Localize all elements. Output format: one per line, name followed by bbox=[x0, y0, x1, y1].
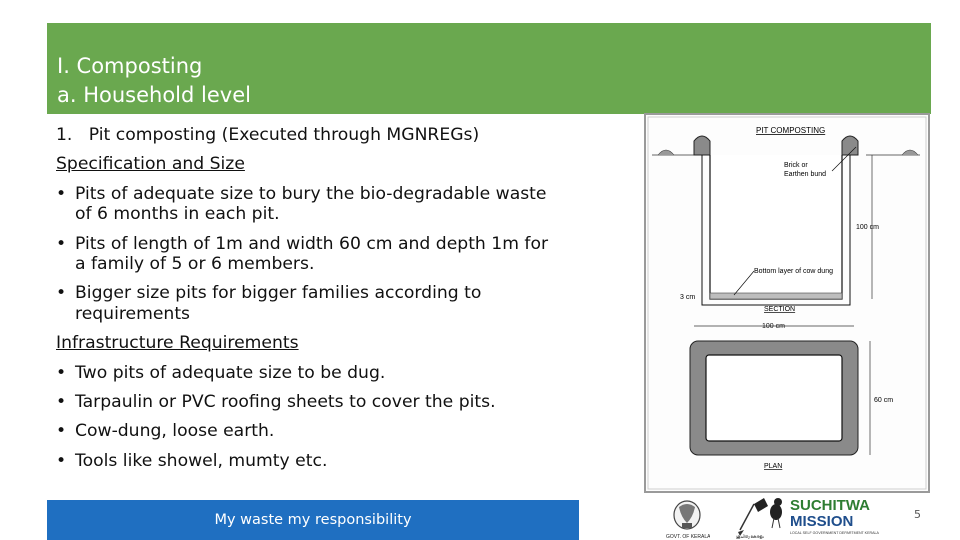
label-cowdung: Bottom layer of cow dung bbox=[754, 268, 833, 275]
label-3cm: 3 cm bbox=[680, 294, 696, 301]
list-item: • Two pits of adequate size to be dug. bbox=[56, 362, 636, 385]
list-item-continuation: of 6 months in each pit. bbox=[75, 204, 280, 225]
footer-text: My waste my responsibility bbox=[214, 512, 412, 528]
list-item: • Cow-dung, loose earth. bbox=[56, 420, 636, 443]
slide-body bbox=[56, 124, 636, 473]
brick-bund-left bbox=[694, 136, 710, 155]
list-item: • Bigger size pits for bigger families according to bbox=[56, 282, 636, 305]
cow-dung-layer bbox=[710, 293, 842, 299]
list-item: • Pits of adequate size to bury the bio-degradable waste bbox=[56, 183, 636, 206]
mission-name-2: MISSION bbox=[790, 513, 854, 530]
label-width: 60 cm bbox=[874, 397, 894, 404]
mission-name-1: SUCHITWA bbox=[790, 497, 870, 514]
list-item: • Tarpaulin or PVC roofing sheets to cover the pits. bbox=[56, 391, 636, 414]
infra-title: Infrastructure Requirements bbox=[56, 333, 299, 354]
plan-pit bbox=[706, 355, 842, 441]
label-brick: Brick or bbox=[784, 162, 808, 169]
label-plan: PLAN bbox=[764, 463, 783, 470]
brick-bund-right bbox=[842, 136, 858, 155]
govt-label: GOVT. OF KERALA bbox=[666, 534, 710, 540]
footer-banner bbox=[47, 500, 579, 540]
kerala-emblem-logo bbox=[664, 497, 710, 540]
svg-text:ശുചിത്വ കേരളം: ശുചിത്വ കേരളം bbox=[736, 534, 764, 539]
spec-title: Specification and Size bbox=[56, 154, 245, 175]
slide-title: I. Composting bbox=[57, 54, 203, 78]
diagram-title: PIT COMPOSTING bbox=[756, 126, 826, 135]
mission-sub: LOCAL SELF GOVERNMENT DEPARTMENT KERALA bbox=[790, 531, 879, 535]
title-banner bbox=[47, 23, 931, 114]
label-bund: Earthen bund bbox=[784, 171, 827, 178]
slide-subtitle: a. Household level bbox=[57, 83, 251, 107]
suchitwa-mission-logo bbox=[734, 494, 884, 540]
list-item: • Pits of length of 1m and width 60 cm and depth 1m for bbox=[56, 233, 636, 256]
label-section: SECTION bbox=[764, 306, 796, 313]
label-length: 100 cm bbox=[762, 323, 785, 330]
pit-composting-diagram bbox=[644, 113, 930, 493]
section-heading: 1. Pit composting (Executed through MGNREGs) bbox=[56, 125, 480, 145]
list-item-continuation: requirements bbox=[75, 303, 191, 324]
list-item-continuation: a family of 5 or 6 members. bbox=[75, 254, 315, 275]
label-depth: 100 cm bbox=[856, 224, 879, 231]
page-number: 5 bbox=[914, 508, 921, 521]
list-item: • Tools like showel, mumty etc. bbox=[56, 450, 636, 473]
